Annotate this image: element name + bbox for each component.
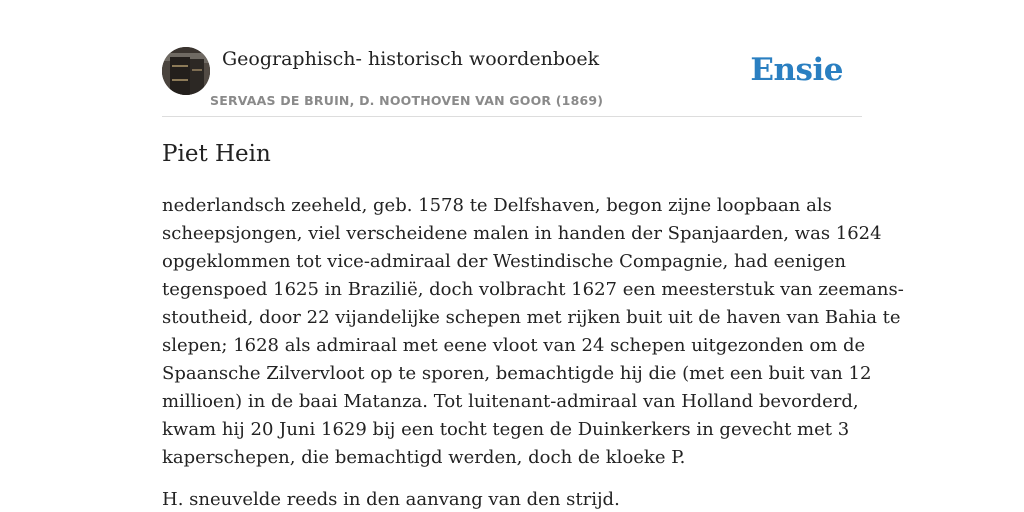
entry-line: Spaansche Zilvervloot op te sporen, bemachtigde hij die (met een buit van 12 bbox=[162, 363, 872, 384]
source-title[interactable]: Geographisch- historisch woordenboek bbox=[222, 48, 600, 70]
source-author: SERVAAS DE BRUIN, D. NOOTHOVEN VAN GOOR (1869) bbox=[210, 93, 604, 108]
entry-line: tegenspoed 1625 in Brazilië, doch volbracht 1627 een meesterstuk van zeemans- bbox=[162, 279, 904, 300]
entry-title: Piet Hein bbox=[162, 141, 271, 167]
entry-paragraph-2 bbox=[162, 486, 862, 512]
entry-line: millioen) in de baai Matanza. Tot luitenant-admiraal van Holland bevorderd, bbox=[162, 391, 859, 412]
entry-body bbox=[162, 192, 904, 512]
entry-line: nederlandsch zeeheld, geb. 1578 te Delfshaven, begon zijne loopbaan als bbox=[162, 195, 832, 216]
entry-paragraph-1 bbox=[162, 192, 904, 472]
entry-line: stoutheid, door 22 vijandelijke schepen met rijken buit uit de haven van Bahia te bbox=[162, 307, 901, 328]
book-spines-icon[interactable] bbox=[162, 47, 210, 95]
entry-line: slepen; 1628 als admiraal met eene vloot van 24 schepen uitgezonden om de bbox=[162, 335, 866, 356]
entry-line: H. sneuvelde reeds in den aanvang van den strijd. bbox=[162, 489, 620, 510]
entry-line: kaperschepen, die bemachtigd werden, doch de kloeke P. bbox=[162, 447, 686, 468]
ensie-logo[interactable]: Ensie bbox=[750, 52, 843, 88]
entry-line: opgeklommen tot vice-admiraal der Westindische Compagnie, had eenigen bbox=[162, 251, 846, 272]
entry-line: kwam hij 20 Juni 1629 bij een tocht tegen de Duinkerkers in gevecht met 3 bbox=[162, 419, 850, 440]
entry-line: scheepsjongen, viel verscheidene malen in handen der Spanjaarden, was 1624 bbox=[162, 223, 882, 244]
header bbox=[162, 46, 862, 117]
